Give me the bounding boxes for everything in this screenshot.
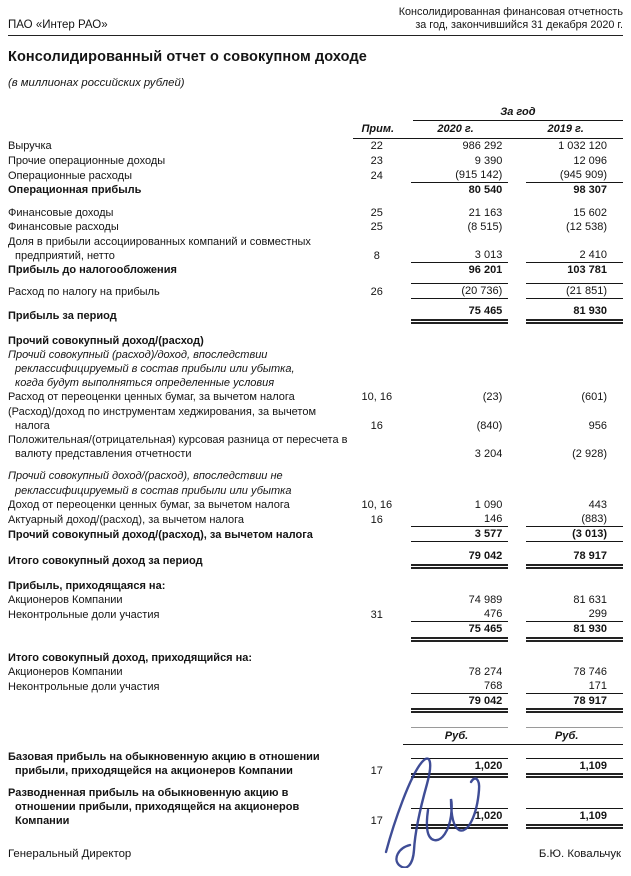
table-row [8, 154, 623, 168]
row-value-2020: 1 090 [474, 498, 503, 511]
table-row [8, 512, 623, 527]
row-value-2020: (915 142) [411, 168, 509, 183]
row-value-2020: 79 042 [411, 694, 509, 713]
table-body [8, 139, 623, 828]
row-value-2019 [526, 579, 623, 593]
row-label: Доход от переоценки ценных бумаг, за вычетом налога [8, 498, 290, 511]
row-note: 23 [370, 154, 383, 167]
row-value-2020 [411, 651, 509, 665]
row-note: 25 [370, 221, 383, 234]
table-row [8, 390, 623, 404]
row-note: 25 [370, 207, 383, 220]
row-note [353, 579, 403, 593]
row-value-2019: 81 930 [526, 304, 623, 323]
row-label: Прочий совокупный доход/(расход) [8, 334, 204, 347]
row-value-2020: 3 204 [474, 448, 503, 461]
row-value-2020: 476 [411, 607, 509, 622]
row-value-2019: (2 928) [572, 448, 607, 461]
table-row [8, 469, 623, 497]
row-value-2020: 9 390 [474, 154, 503, 167]
row-value-2019 [526, 376, 623, 390]
row-value-2020: (8 515) [467, 221, 503, 234]
row-note: 10, 16 [361, 498, 393, 511]
row-value-2020: (20 736) [411, 283, 509, 299]
spacer-row [8, 542, 623, 549]
row-note [353, 549, 403, 568]
row-value-2019: (21 851) [526, 283, 623, 299]
row-value-2019: 1,109 [526, 758, 623, 778]
row-value-2020 [411, 579, 509, 593]
report-header-line2: за год, закончившийся 31 декабря 2020 г. [415, 19, 623, 31]
row-value-2020: 768 [411, 679, 509, 694]
row-note [353, 304, 403, 323]
period-header: За год [413, 105, 623, 121]
row-value-2020: 21 163 [468, 207, 503, 220]
report-header-line1: Консолидированная финансовая отчетность [398, 6, 623, 18]
table-row [8, 694, 623, 713]
row-value-2020 [411, 334, 509, 348]
spacer-row [8, 324, 623, 334]
row-note [353, 183, 403, 197]
row-label: Неконтрольные доли участия [8, 680, 160, 693]
row-value-2020: 3 013 [411, 248, 509, 263]
row-value-2020: 79 042 [411, 549, 509, 568]
row-note [353, 348, 403, 391]
row-value-2020: 75 465 [411, 622, 509, 641]
row-label: Расход от переоценки ценных бумаг, за вычетом налога [8, 391, 295, 404]
row-note: 8 [373, 249, 380, 262]
row-value-2020: 146 [411, 512, 509, 527]
row-note: 22 [370, 140, 383, 153]
page-subtitle: (в миллионах российских рублей) [8, 77, 185, 89]
row-label: Выручка [8, 140, 52, 153]
table-row [8, 607, 623, 622]
table-row [8, 304, 623, 323]
row-value-2019: 78 917 [526, 549, 623, 568]
row-note [353, 694, 403, 713]
row-note: 16 [370, 419, 383, 432]
director-title: Генеральный Директор [8, 848, 132, 860]
currency-unit-row [8, 727, 623, 744]
row-value-2019: (883) [526, 512, 623, 527]
row-label: Прибыль, приходящаяся на: [8, 579, 166, 592]
row-note: 17 [370, 764, 383, 777]
report-header [399, 6, 623, 32]
table-row [8, 183, 623, 197]
column-header-note: Прим. [353, 121, 403, 139]
row-note [353, 469, 403, 497]
row-note [353, 727, 403, 744]
spacer-row [8, 713, 623, 727]
row-note: 31 [370, 609, 383, 622]
row-label: Прочий совокупный доход/(расход), за вычетом налога [8, 529, 313, 542]
row-label: Итого совокупный доход, приходящийся на: [8, 651, 253, 664]
row-note [353, 622, 403, 641]
row-value-2019: 81 631 [573, 593, 607, 606]
row-note: 17 [370, 815, 383, 828]
table-row [8, 283, 623, 299]
row-value-2019 [526, 484, 623, 498]
row-label: (Расход)/доход по инструментам хеджирования, за вычетом налога [8, 405, 317, 432]
row-value-2020: 986 292 [462, 140, 503, 153]
row-label: Доля в прибыли ассоциированных компаний и совместных предприятий, нетто [8, 235, 311, 262]
row-note [353, 263, 403, 277]
row-value-2020: (23) [482, 391, 503, 404]
document-header [8, 6, 623, 36]
spacer-row [8, 461, 623, 469]
row-label: Прочий совокупный (расход)/доход, впоследствии реклассифицируемый в состав прибыли или убытка, когда будут выполняться определенные условия [8, 348, 295, 390]
row-value-2020: 1,020 [411, 758, 509, 778]
company-name: ПАО «Интер РАО» [8, 19, 108, 31]
row-value-2019: 12 096 [573, 154, 607, 167]
table-row [8, 168, 623, 183]
row-value-2020: 78 274 [468, 665, 503, 678]
table-row [8, 405, 623, 433]
row-label: Операционные расходы [8, 169, 132, 182]
table-row [8, 220, 623, 234]
row-value-2019: 98 307 [573, 184, 607, 197]
row-label: Разводненная прибыль на обыкновенную акцию в отношении прибыли, приходящейся на акционеров Компании [8, 786, 300, 828]
row-note: 16 [370, 514, 383, 527]
table-head [8, 105, 623, 139]
row-label: Прочий совокупный доход/(расход), впоследствии не реклассифицируемый в состав прибыли или убытка [8, 470, 292, 497]
row-label: Положительная/(отрицательная) курсовая разница от пересчета в валюту представления отчетности [8, 434, 348, 461]
row-value-2020: 96 201 [468, 264, 503, 277]
table-row [8, 679, 623, 694]
column-header-2020: 2020 г. [403, 121, 509, 139]
row-label: Прибыль до налогообложения [8, 264, 177, 277]
row-value-2019: 2 410 [526, 248, 623, 263]
row-value-2019: 103 781 [567, 264, 607, 277]
row-value-2020: Руб. [411, 727, 509, 743]
row-label: Финансовые доходы [8, 207, 114, 220]
spacer-row [8, 569, 623, 579]
row-label: Расход по налогу на прибыль [8, 286, 160, 299]
column-header-row [8, 121, 623, 139]
table-row [8, 139, 623, 153]
row-label: Прочие операционные доходы [8, 154, 166, 167]
table-row [8, 263, 623, 277]
row-note [353, 433, 403, 461]
table-row [8, 622, 623, 641]
row-note [353, 679, 403, 694]
table-row [8, 549, 623, 568]
page-title: Консолидированный отчет о совокупном доходе [8, 49, 367, 65]
table-row [8, 334, 623, 348]
spacer-row [8, 778, 623, 786]
row-value-2020: 80 540 [468, 184, 503, 197]
row-value-2020: 1,020 [411, 808, 509, 828]
table-row [8, 579, 623, 593]
row-value-2019: 15 602 [573, 207, 607, 220]
row-value-2020 [411, 484, 509, 498]
spacer-row [8, 197, 623, 206]
row-note [353, 665, 403, 679]
income-statement-table [8, 105, 623, 829]
row-value-2020: (840) [476, 419, 503, 432]
row-note [353, 651, 403, 665]
row-label: Актуарный доход/(расход), за вычетом налога [8, 514, 245, 527]
row-label: Акционеров Компании [8, 665, 123, 678]
table-row [8, 665, 623, 679]
row-value-2019: (601) [581, 391, 607, 404]
row-value-2019: 81 930 [526, 622, 623, 641]
row-value-2019: 171 [526, 679, 623, 694]
table-row [8, 433, 623, 461]
row-note [353, 527, 403, 542]
row-note [353, 593, 403, 607]
row-label: Итого совокупный доход за период [8, 555, 203, 568]
row-label: Базовая прибыль на обыкновенную акцию в отношении прибыли, приходящейся на акционеров Компании [8, 750, 320, 777]
row-value-2019: 956 [588, 419, 607, 432]
row-value-2019: Руб. [526, 727, 623, 743]
table-row [8, 206, 623, 220]
row-label: Финансовые расходы [8, 221, 119, 234]
row-value-2019: 1 032 120 [558, 140, 607, 153]
table-row [8, 235, 623, 263]
row-value-2019: 78 746 [573, 665, 607, 678]
row-value-2019: 78 917 [526, 694, 623, 713]
row-note: 10, 16 [361, 391, 393, 404]
row-label: Акционеров Компании [8, 593, 123, 606]
table-row [8, 527, 623, 542]
signature-icon [362, 752, 494, 868]
row-value-2019 [526, 334, 623, 348]
table-row [8, 750, 623, 778]
column-header-2019: 2019 г. [508, 121, 623, 139]
row-value-2019 [526, 651, 623, 665]
row-value-2019: 299 [526, 607, 623, 622]
row-value-2019: (3 013) [526, 527, 623, 542]
row-value-2019: 443 [588, 498, 607, 511]
signature-block [8, 848, 621, 860]
table-row [8, 348, 623, 391]
period-header-row [8, 105, 623, 121]
table-row [8, 786, 623, 829]
table-row [8, 593, 623, 607]
row-value-2020: 74 989 [468, 593, 503, 606]
row-value-2020: 3 577 [411, 527, 509, 542]
row-value-2019: 1,109 [526, 808, 623, 828]
row-note: 26 [370, 286, 383, 299]
row-label: Операционная прибыль [8, 184, 142, 197]
row-note [353, 334, 403, 348]
row-value-2019: (12 538) [566, 221, 607, 234]
row-label: Прибыль за период [8, 310, 117, 323]
row-note: 24 [370, 169, 383, 182]
row-value-2020: 75 465 [411, 304, 509, 323]
table-row [8, 498, 623, 512]
row-value-2020 [411, 376, 509, 390]
spacer-row [8, 642, 623, 651]
row-value-2019: (945 909) [526, 168, 623, 183]
row-label: Неконтрольные доли участия [8, 609, 160, 622]
director-name: Б.Ю. Ковальчук [538, 848, 621, 860]
table-row [8, 651, 623, 665]
